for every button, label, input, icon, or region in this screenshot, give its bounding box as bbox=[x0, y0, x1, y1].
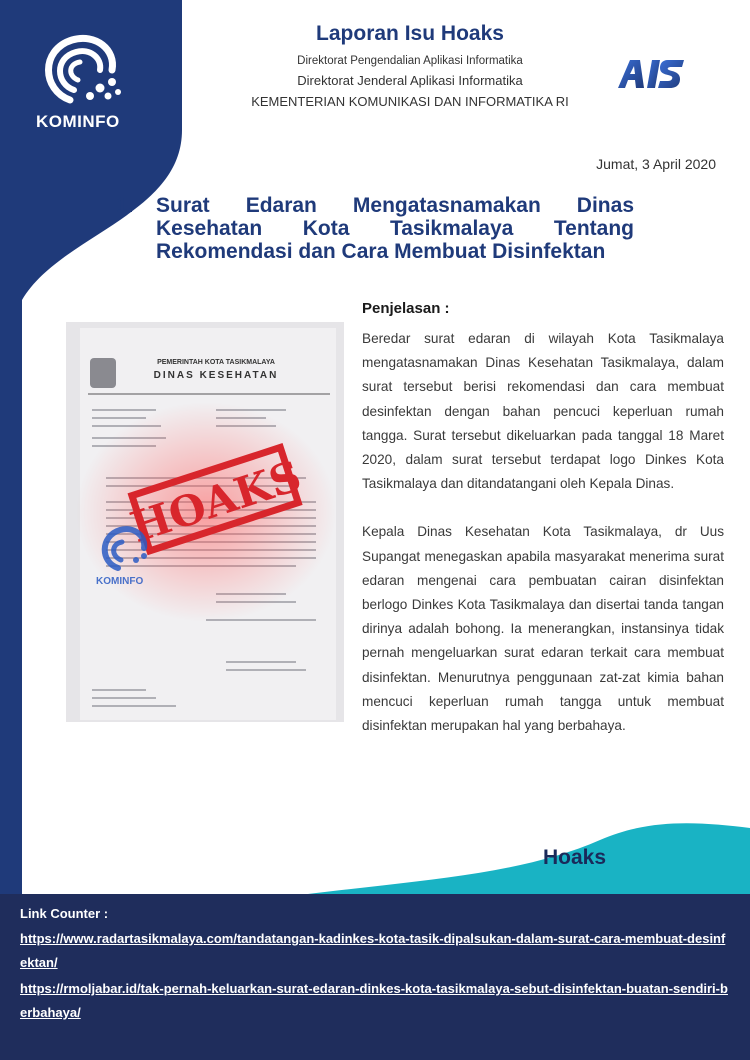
report-title: Laporan Isu Hoaks bbox=[316, 22, 504, 45]
explanation-paragraph: Beredar surat edaran di wilayah Kota Tasikmalaya mengatasnamakan Dinas Kesehatan Tasikmalaya, dalam surat tersebut berisi rekomendasi dan cara membuat desinfektan dengan bahan pencuci keperluan rumah tangga. Surat tersebut dikeluarkan pada tanggal 18 Maret 2020, dalam surat tersebut terdapat logo Dinkes Kota Tasikmalaya dan ditandatangani oleh Kepala Dinas. bbox=[362, 331, 724, 492]
verdict-label: Hoaks bbox=[543, 846, 607, 869]
hoax-letter-photo bbox=[66, 322, 344, 722]
hoaks-stamp: HOAKS bbox=[124, 451, 307, 552]
link-counter-footer bbox=[0, 894, 750, 1060]
explanation-label: Penjelasan : bbox=[362, 300, 450, 317]
item-number: 1. bbox=[116, 194, 134, 217]
letterhead-line1: PEMERINTAH KOTA TASIKMALAYA bbox=[157, 359, 275, 366]
directorate-general-line: Direktorat Jenderal Aplikasi Informatika bbox=[297, 73, 523, 88]
report-header bbox=[200, 22, 620, 109]
kominfo-logo-text: KOMINFO bbox=[36, 112, 120, 131]
hoax-letter-image bbox=[66, 322, 344, 722]
explanation-body bbox=[362, 327, 724, 762]
letterhead-line2: DINAS KESEHATAN bbox=[153, 370, 279, 381]
directorate-line: Direktorat Pengendalian Aplikasi Informatika bbox=[297, 55, 523, 67]
item-title: Surat Edaran Mengatasnamakan Dinas Kesehatan Kota Tasikmalaya Tentang Rekomendasi dan Cara Membuat Disinfektan bbox=[156, 194, 634, 263]
counter-link-rmoljabar[interactable]: https://rmoljabar.id/tak-pernah-keluarkan-surat-edaran-dinkes-kota-tasikmalaya-sebut-disinfektan-buatan-sendiri-berbahaya/ bbox=[20, 981, 728, 1020]
kominfo-logo bbox=[30, 28, 140, 117]
ais-logo-icon bbox=[616, 58, 686, 90]
report-date: Jumat, 3 April 2020 bbox=[596, 156, 716, 172]
counter-link-radartasikmalaya[interactable]: https://www.radartasikmalaya.com/tandatangan-kadinkes-kota-tasik-dipalsukan-dalam-surat-cara-membuat-desinfektan/ bbox=[20, 931, 726, 970]
explanation-paragraph: Kepala Dinas Kesehatan Kota Tasikmalaya, dr Uus Supangat menegaskan apabila masyarakat menerima surat edaran mengenai cara pembuatan cairan disinfektan berlogo Dinkes Kota Tasikmalaya dan disertai tanda tangan dirinya adalah bohong. Ia menerangkan, instansinya tidak pernah mengeluarkan surat edaran terkait cara membuat disinfektan. Menurutnya penggunaan zat-zat kimia bahan mencuci keperluan rumah tangga untuk membuat disinfektan merupakan hal yang berbahaya. bbox=[362, 524, 724, 734]
link-counter-label: Link Counter : bbox=[20, 906, 109, 921]
ministry-line: KEMENTERIAN KOMUNIKASI DAN INFORMATIKA RI bbox=[251, 94, 569, 109]
kominfo-logo-icon bbox=[30, 28, 140, 112]
watermark-text: KOMINFO bbox=[96, 576, 144, 587]
